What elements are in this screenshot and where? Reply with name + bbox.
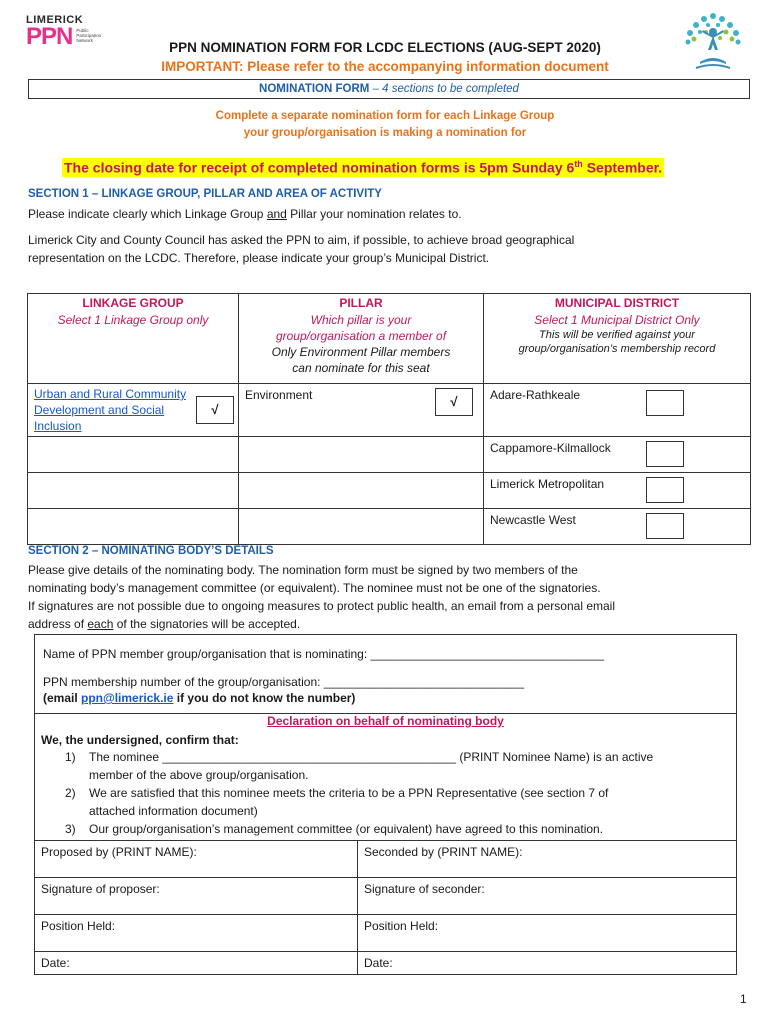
col1-header: LINKAGE GROUP: [82, 296, 184, 310]
separate-form-line2: your group/organisation is making a nomination for: [243, 127, 527, 139]
district-newcastle-west: Newcastle West: [490, 513, 576, 527]
linkage-line2[interactable]: Development and Social: [34, 403, 165, 417]
linkage-checkbox[interactable]: √: [196, 396, 234, 424]
page-title: PPN NOMINATION FORM FOR LCDC ELECTIONS (AUG-SEPT 2020): [169, 40, 601, 55]
col2-header: PILLAR: [339, 296, 383, 310]
item3-num: 3): [65, 822, 76, 836]
proposer-position-field[interactable]: Position Held:: [35, 915, 358, 952]
item1-line2: member of the above group/organisation.: [89, 768, 309, 782]
col2-sub2: group/organisation a member of: [275, 329, 447, 343]
seconded-by-field[interactable]: Seconded by (PRINT NAME):: [358, 841, 737, 878]
important-notice: IMPORTANT: Please refer to the accompanying information document: [161, 59, 609, 74]
section2-heading: SECTION 2 – NOMINATING BODY’S DETAILS: [28, 545, 274, 557]
closing-sup: th: [574, 159, 583, 169]
signature-table: [34, 840, 737, 975]
section2-line3: If signatures are not possible due to ongoing measures to protect public health, an email from a personal email: [28, 599, 616, 613]
seconder-position-field[interactable]: Position Held:: [358, 915, 737, 952]
col2-sub1: Which pillar is your: [310, 313, 412, 327]
item2-num: 2): [65, 786, 76, 800]
s2-l4-b: of the signatories will be accepted.: [113, 617, 301, 631]
seconder-date-field[interactable]: Date:: [358, 952, 737, 975]
page-number: 1: [740, 992, 747, 1006]
logo-tag2: Participation: [76, 33, 102, 38]
item1-num: 1): [65, 750, 76, 764]
membership-number-field[interactable]: PPN membership number of the group/organisation: ______________________________: [43, 675, 525, 689]
s2-l4-each: each: [87, 617, 114, 631]
section1-para2-line1: Limerick City and County Council has asked the PPN to aim, if possible, to achieve broad geographical: [28, 233, 575, 247]
col2-note1: Only Environment Pillar members: [271, 345, 451, 359]
pillar-environment: Environment: [245, 388, 313, 402]
closing-post: September.: [582, 159, 663, 176]
logo-tag1: Public: [76, 28, 89, 33]
district-limerick-metro-checkbox[interactable]: [646, 477, 684, 503]
empty-cell: [28, 509, 239, 545]
district-newcastle-west-checkbox[interactable]: [646, 513, 684, 539]
s2-l4-a: address of: [28, 617, 88, 631]
email-a: (email: [43, 691, 82, 705]
district-limerick-metro: Limerick Metropolitan: [490, 477, 605, 491]
declaration-box: [34, 712, 737, 841]
logo-tag3: Network: [76, 38, 93, 43]
district-adare-checkbox[interactable]: [646, 390, 684, 416]
item2-line1: We are satisfied that this nominee meets the criteria to be a PPN Representative (see section 7 of: [89, 786, 609, 800]
proposer-date-field[interactable]: Date:: [35, 952, 358, 975]
col3-sub: Select 1 Municipal District Only: [534, 313, 700, 327]
section2-line2: nominating body’s management committee (or equivalent). The nominee must not be one of the signatories.: [28, 581, 601, 595]
org-name-field[interactable]: Name of PPN member group/organisation that is nominating: ___________________________________: [43, 647, 605, 661]
logo-line2: PPN: [26, 23, 73, 50]
s1-p1-a: Please indicate clearly which Linkage Group: [28, 207, 267, 221]
district-adare: Adare-Rathkeale: [490, 388, 581, 402]
closing-pre: The closing date for receipt of completed nomination forms is 5pm Sunday 6: [64, 159, 575, 176]
section1-para1: [28, 207, 462, 221]
nomination-form-box: [28, 79, 750, 99]
col2-note2: can nominate for this seat: [292, 361, 430, 375]
empty-cell: [28, 437, 239, 473]
empty-cell: [239, 437, 484, 473]
item1-line1: The nominee ____________________________________________ (PRINT Nominee Name) is an active: [89, 750, 654, 764]
section1-para2-line2: representation on the LCDC. Therefore, please indicate your group’s Municipal District.: [28, 251, 490, 265]
nominating-body-box: [34, 634, 737, 714]
empty-cell: [239, 509, 484, 545]
section1-heading: SECTION 1 – LINKAGE GROUP, PILLAR AND AREA OF ACTIVITY: [28, 188, 382, 200]
district-cappamore: Cappamore-Kilmallock: [490, 441, 611, 455]
section2-line1: Please give details of the nominating body. The nomination form must be signed by two members of the: [28, 563, 578, 577]
item2-line2: attached information document): [89, 804, 258, 818]
pillar-checkbox[interactable]: √: [435, 388, 473, 416]
linkage-table: [27, 293, 751, 545]
district-cappamore-checkbox[interactable]: [646, 441, 684, 467]
col3-note1: This will be verified against your: [539, 329, 695, 341]
declaration-title: Declaration on behalf of nominating body: [267, 714, 504, 728]
item3-line1: Our group/organisation’s management committee (or equivalent) have agreed to this nomination.: [89, 822, 604, 836]
closing-date-banner: [62, 158, 664, 177]
box-bold: NOMINATION FORM: [259, 83, 370, 95]
separate-form-line1: Complete a separate nomination form for each Linkage Group: [215, 110, 555, 122]
confirm-line: We, the undersigned, confirm that:: [41, 733, 239, 747]
linkage-line1[interactable]: Urban and Rural Community: [34, 387, 187, 401]
s1-p1-and: and: [266, 207, 287, 221]
logo-line1: LIMERICK: [26, 14, 84, 26]
empty-cell: [239, 473, 484, 509]
empty-cell: [28, 473, 239, 509]
section2-line4: [28, 617, 300, 631]
col3-header: MUNICIPAL DISTRICT: [554, 296, 680, 310]
box-rest: – 4 sections to be completed: [369, 83, 519, 95]
proposer-signature-field[interactable]: Signature of proposer:: [35, 878, 358, 915]
email-link[interactable]: ppn@limerick.ie: [81, 691, 174, 705]
email-b: if you do not know the number): [173, 691, 356, 705]
seconder-signature-field[interactable]: Signature of seconder:: [358, 878, 737, 915]
linkage-line3[interactable]: Inclusion: [34, 419, 82, 433]
col1-sub: Select 1 Linkage Group only: [57, 313, 209, 327]
email-note: [43, 691, 355, 705]
s1-p1-b: Pillar your nomination relates to.: [286, 207, 462, 221]
proposed-by-field[interactable]: Proposed by (PRINT NAME):: [35, 841, 358, 878]
col3-note2: group/organisation’s membership record: [518, 343, 716, 355]
